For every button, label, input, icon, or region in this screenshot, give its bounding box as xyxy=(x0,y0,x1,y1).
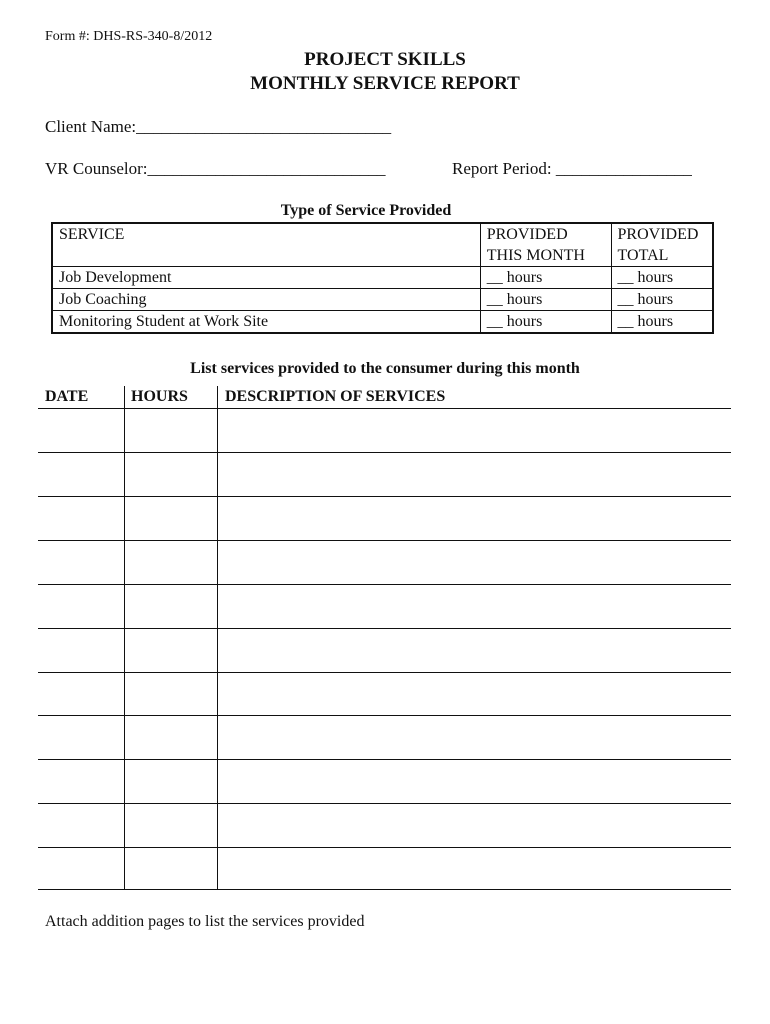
table-row-line xyxy=(38,847,731,848)
service-name: Monitoring Student at Work Site xyxy=(52,311,480,334)
header-description: DESCRIPTION OF SERVICES xyxy=(225,388,446,405)
header-provided-this-month: PROVIDED THIS MONTH xyxy=(480,223,611,267)
page-subtitle: MONTHLY SERVICE REPORT xyxy=(250,73,520,94)
hours-total[interactable]: __ hours xyxy=(611,267,713,289)
table-row-line xyxy=(38,715,731,716)
service-name: Job Development xyxy=(52,267,480,289)
form-number: Form #: DHS-RS-340-8/2012 xyxy=(45,29,213,44)
table-row-line xyxy=(38,672,731,673)
table-row-line xyxy=(38,803,731,804)
footer-note: Attach addition pages to list the services provided xyxy=(45,913,365,930)
client-name-field[interactable]: Client Name:______________________________ xyxy=(45,117,392,136)
header-service: SERVICE xyxy=(52,223,480,267)
hours-this-month[interactable]: __ hours xyxy=(480,267,611,289)
table-row-line xyxy=(38,452,731,453)
service-log-table xyxy=(38,386,731,890)
page-title: PROJECT SKILLS xyxy=(304,49,466,70)
report-period-field[interactable]: Report Period: ________________ xyxy=(452,159,692,178)
service-table xyxy=(51,222,714,334)
table-row-line xyxy=(38,408,731,409)
table-row xyxy=(52,267,713,289)
table-row-line xyxy=(38,496,731,497)
table-row-line xyxy=(38,540,731,541)
column-divider xyxy=(217,386,218,890)
hours-total[interactable]: __ hours xyxy=(611,311,713,334)
service-table-header xyxy=(52,223,713,267)
table-row-line xyxy=(38,889,731,890)
hours-this-month[interactable]: __ hours xyxy=(480,289,611,311)
column-divider xyxy=(124,386,125,890)
header-provided-total: PROVIDED TOTAL xyxy=(611,223,713,267)
table-row-line xyxy=(38,628,731,629)
hours-total[interactable]: __ hours xyxy=(611,289,713,311)
hours-this-month[interactable]: __ hours xyxy=(480,311,611,334)
header-date: DATE xyxy=(45,388,89,405)
vr-counselor-field[interactable]: VR Counselor:____________________________ xyxy=(45,159,386,178)
table-row-line xyxy=(38,584,731,585)
table-row-line xyxy=(38,759,731,760)
header-hours: HOURS xyxy=(131,388,188,405)
table-row xyxy=(52,311,713,334)
table-row xyxy=(52,289,713,311)
services-list-heading: List services provided to the consumer during this month xyxy=(190,360,580,377)
service-name: Job Coaching xyxy=(52,289,480,311)
type-of-service-heading: Type of Service Provided xyxy=(280,202,452,219)
